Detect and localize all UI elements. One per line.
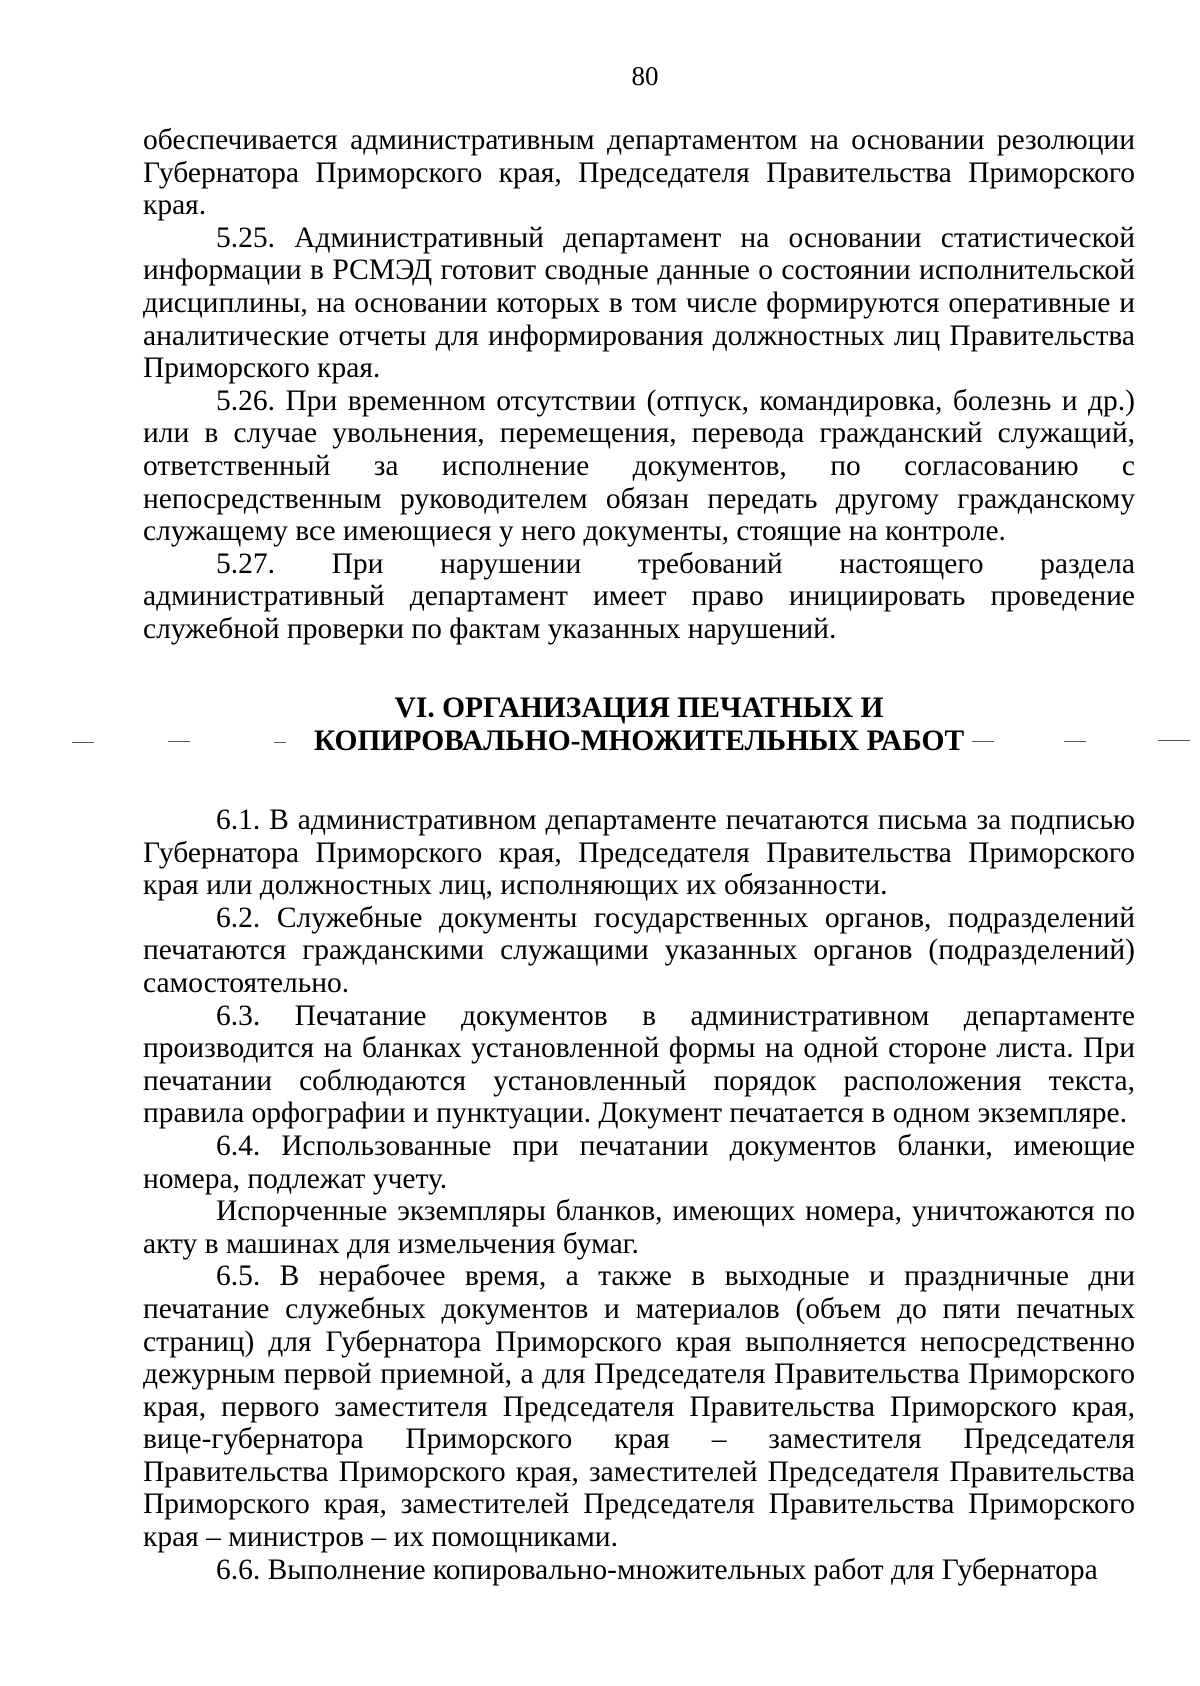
scan-artifact-line bbox=[168, 741, 190, 742]
section-heading-line-1: VI. ОРГАНИЗАЦИЯ ПЕЧАТНЫХ И bbox=[394, 692, 884, 724]
paragraph-5-26: 5.26. При временном отсутствии (отпуск, командировка, болезнь и др.) или в случае увольнения, перемещения, перевода гражданский служащий, ответственный за исполнение документов, по согласованию с непосредственным руководителем обязан передать другому гражданскому служащему все имеющиеся у него документы, стоящие на контроле. bbox=[143, 384, 1135, 548]
paragraph-6-4: 6.4. Использованные при печатании документов бланки, имеющие номера, подлежат учету. bbox=[143, 1129, 1135, 1195]
scan-artifact-line bbox=[72, 742, 94, 743]
paragraph-6-5: 6.5. В нерабочее время, а также в выходные и праздничные дни печатание служебных документов и материалов (объем до пяти печатных страниц) для Губернатора Приморского края выполняется непосредственно дежурным первой приемной, а для Председателя Правительства Приморского края, первого заместителя Председателя Правительства Приморского края, вице-губернатора Приморского края – заместителя Председателя Правительства Приморского края, заместителей Председателя Правительства Приморского края, заместителей Председателя Правительства Приморского края – министров – их помощниками. bbox=[143, 1260, 1135, 1554]
scan-artifact-line bbox=[972, 741, 994, 742]
paragraph-5-27: 5.27. При нарушении требований настоящего раздела административный департамент имеет право инициировать проведение служебной проверки по фактам указанных нарушений. bbox=[143, 547, 1135, 645]
paragraph-6-1: 6.1. В административном департаменте печатаются письма за подписью Губернатора Приморского края, Председателя Правительства Приморского края или должностных лиц, исполняющих их обязанности. bbox=[143, 804, 1135, 902]
paragraph-spoiled-forms: Испорченные экземпляры бланков, имеющих номера, уничтожаются по акту в машинах для измельчения бумаг. bbox=[143, 1195, 1135, 1260]
section-5-text bbox=[143, 124, 1135, 646]
paragraph-5-25: 5.25. Административный департамент на основании статистической информации в РСМЭД готовит сводные данные о состоянии исполнительской дисциплины, на основании которых в том числе формируются оперативные и аналитические отчеты для информирования должностных лиц Правительства Приморского края. bbox=[143, 221, 1135, 385]
scan-artifact-line bbox=[1064, 741, 1086, 742]
page-number: 80 bbox=[631, 61, 659, 91]
section-heading-line-2: КОПИРОВАЛЬНО-МНОЖИТЕЛЬНЫХ РАБОТ bbox=[313, 725, 965, 757]
section-heading bbox=[143, 692, 1135, 758]
section-6-text bbox=[143, 804, 1135, 1586]
paragraph-6-2: 6.2. Служебные документы государственных органов, подразделений печатаются гражданскими служащими указанных органов (подразделений) самостоятельно. bbox=[143, 901, 1135, 999]
scan-artifact-line bbox=[1158, 740, 1190, 741]
scan-artifact-line bbox=[274, 742, 286, 743]
paragraph: обеспечивается административным департаментом на основании резолюции Губернатора Приморского края, Председателя Правительства Приморского края. bbox=[143, 124, 1135, 222]
paragraph-6-6: 6.6. Выполнение копировально-множительных работ для Губернатора bbox=[216, 1553, 1098, 1586]
paragraph-6-3: 6.3. Печатание документов в административном департаменте производится на бланках установленной формы на одной стороне листа. При печатании соблюдаются установленный порядок расположения текста, правила орфографии и пунктуации. Документ печатается в одном экземпляре. bbox=[143, 999, 1135, 1130]
